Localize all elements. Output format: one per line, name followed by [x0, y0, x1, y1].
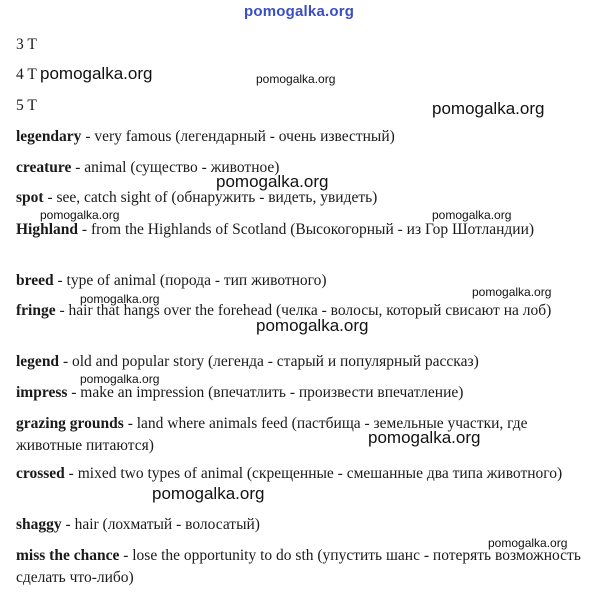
watermark: pomogalka.org — [40, 208, 120, 222]
watermark: pomogalka.org — [216, 172, 329, 191]
vocab-entry — [16, 413, 588, 457]
vocab-definition: - from the Highlands of Scotland (Высокогорный - из Гор Шотландии) — [78, 221, 535, 238]
vocab-term: miss the chance — [16, 547, 120, 564]
watermark: pomogalka.org — [432, 99, 545, 118]
vocab-entry — [16, 545, 588, 589]
vocab-term: grazing grounds — [16, 415, 124, 432]
vocab-term: fringe — [16, 302, 56, 319]
vocab-entry — [16, 351, 588, 373]
header-watermark: pomogalka.org — [244, 3, 355, 20]
answer-line: 5 T — [16, 97, 37, 114]
vocab-term: legend — [16, 353, 60, 370]
watermark: pomogalka.org — [432, 208, 512, 222]
watermark: pomogalka.org — [80, 372, 160, 386]
vocab-definition: - lose the opportunity to do sth (упустить шанс - потерять возможность сделать что-либо) — [16, 547, 581, 586]
watermark: pomogalka.org — [488, 536, 568, 550]
vocab-term: crossed — [16, 465, 65, 482]
watermark: pomogalka.org — [256, 316, 369, 335]
vocab-definition: - very famous (легендарный - очень известный) — [81, 128, 395, 145]
vocab-definition: - animal (существо - животное) — [71, 159, 280, 176]
vocab-term: spot — [16, 189, 44, 206]
watermark: pomogalka.org — [40, 64, 153, 83]
vocab-term: legendary — [16, 128, 82, 145]
watermark: pomogalka.org — [368, 428, 481, 447]
vocab-term: impress — [16, 384, 68, 401]
vocab-definition: - hair that hangs over the forehead (челка - волосы, который свисают на лоб) — [55, 302, 552, 319]
watermark: pomogalka.org — [152, 484, 265, 503]
vocab-definition: - land where animals feed (пастбища - земельные участки, где животные питаются) — [16, 415, 528, 454]
vocab-term: breed — [16, 272, 54, 289]
vocab-term: creature — [16, 159, 72, 176]
vocab-term: shaggy — [16, 516, 62, 533]
vocab-definition: - make an impression (впечатлить - произвести впечатление) — [67, 384, 464, 401]
watermark: pomogalka.org — [80, 292, 160, 306]
vocab-definition: - old and popular story (легенда - старый и популярный рассказ) — [59, 353, 479, 370]
answer-line: 4 T — [16, 66, 37, 83]
vocab-entry — [16, 126, 588, 148]
vocab-definition: - mixed two types of animal (скрещенные - смешанные два типа животного) — [64, 465, 563, 482]
answer-line: 3 T — [16, 36, 37, 53]
watermark: pomogalka.org — [256, 72, 336, 86]
vocab-definition: - hair (лохматый - волосатый) — [61, 516, 260, 533]
vocab-entry — [16, 219, 588, 241]
vocab-definition: - type of animal (порода - тип животного) — [53, 272, 327, 289]
vocab-entry — [16, 463, 588, 485]
vocab-term: Highland — [16, 221, 79, 238]
vocab-entry — [16, 514, 588, 536]
watermark: pomogalka.org — [472, 285, 552, 299]
vocab-definition: - see, catch sight of (обнаружить - видеть, увидеть) — [43, 189, 378, 206]
